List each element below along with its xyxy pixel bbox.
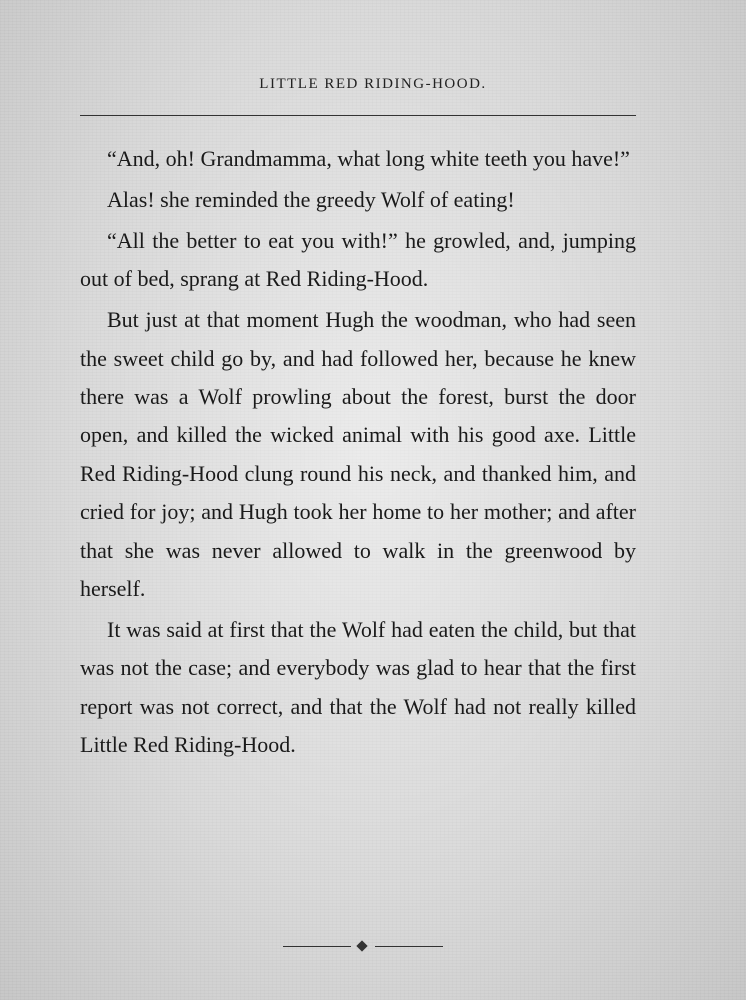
header-rule — [80, 115, 636, 116]
running-head: LITTLE RED RIDING-HOOD. — [259, 76, 487, 92]
ornament-line-right — [375, 946, 443, 947]
paragraph: “And, oh! Grandmamma, what long white teeth you have!” — [107, 146, 630, 171]
paragraph: But just at that moment Hugh the woodman, who had seen the sweet child go by, and had followed her, because he knew there was a Wolf prowling about the forest, burst the door open, and killed the wicked animal with his good axe. Little Red Riding-Hood clung round his neck, and thanked him, and cried for joy; and Hugh took her home to her mother; and after that she was never allowed to walk in the greenwood by herself. — [80, 307, 636, 601]
body-text — [80, 140, 636, 767]
paragraph: “All the better to eat you with!” he growled, and, jumping out of bed, sprang at Red Riding-Hood. — [80, 227, 636, 292]
ornament-line-left — [283, 946, 351, 947]
diamond-ornament-icon — [356, 940, 367, 951]
paragraph: It was said at first that the Wolf had eaten the child, but that was not the case; and everybody was glad to hear that the first report was not correct, and that the Wolf had not really killed Little Red Riding-Hood. — [80, 616, 636, 758]
paragraph: Alas! she reminded the greedy Wolf of eating! — [107, 186, 515, 212]
end-ornament — [283, 940, 443, 954]
